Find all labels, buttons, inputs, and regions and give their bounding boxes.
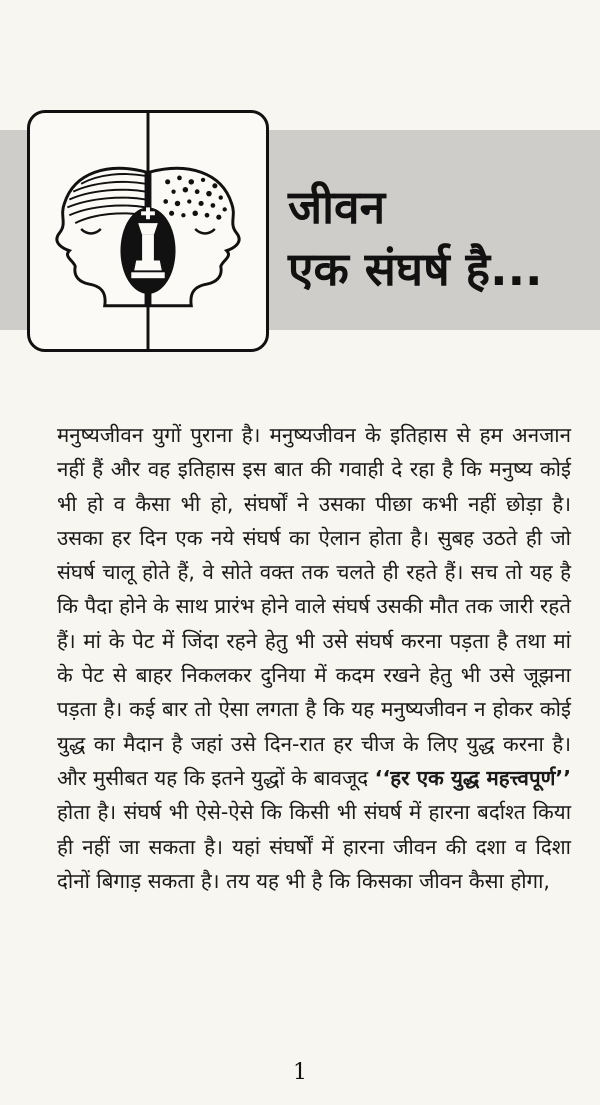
body-quote-text: ‘‘हर एक युद्ध महत्त्वपूर्ण’’ [374,765,571,790]
page-number: 1 [293,1060,307,1085]
chapter-title-line1: जीवन [288,180,386,234]
body-intro-text: मनुष्यजीवन युगों पुराना है। मनुष्यजीवन के इतिहास से हम अनजान नहीं हैं और वह इतिहास इस बात की गवाही दे रहा है कि मनुष्य कोई भी हो व कैसा भी हो, संघर्षों ने उसका पीछा कभी नहीं छोड़ा है। उसका हर दिन एक नये संघर्ष का ऐलान होता है। सुबह उठते ही जो संघर्ष चालू होते हैं, वे सोते वक्त तक चलते ही रहते हैं। सच तो यह है कि पैदा होने के साथ प्रारंभ होने वाले संघर्ष उसकी मौत तक जारी रहते हैं। मां के पेट में जिंदा रहने हेतु भी उसे संघर्ष करना पड़ता है तथा मां के पेट से बाहर निकलकर दुनिया में कदम रखने हेतु भी उसे जूझना पड़ता है। कई बार तो ऐसा लगता है कि यह मनुष्यजीवन न होकर कोई युद्ध का मैदान है जहां उसे दिन-रात हर चीज के लिए युद्ध करना है। और मुसीबत यह कि इतने युद्धों के बावजूद [57,423,571,790]
chapter-title [288,176,543,300]
chapter-emblem [27,110,269,352]
chapter-title-line2: एक संघर्ष है... [288,242,543,296]
two-faces-chess-king-icon [30,113,266,349]
body-continuation-text: होता है। संघर्ष भी ऐसे-ऐसे कि किसी भी संघर्ष में हारना बर्दाश्त किया ही नहीं जा सकता है। यहां संघर्षों में हारना जीवन की दशा व दिशा दोनों बिगाड़ सकता है। तय यह भी है कि किसका जीवन कैसा होगा, [57,800,571,893]
body-paragraph [57,418,571,898]
